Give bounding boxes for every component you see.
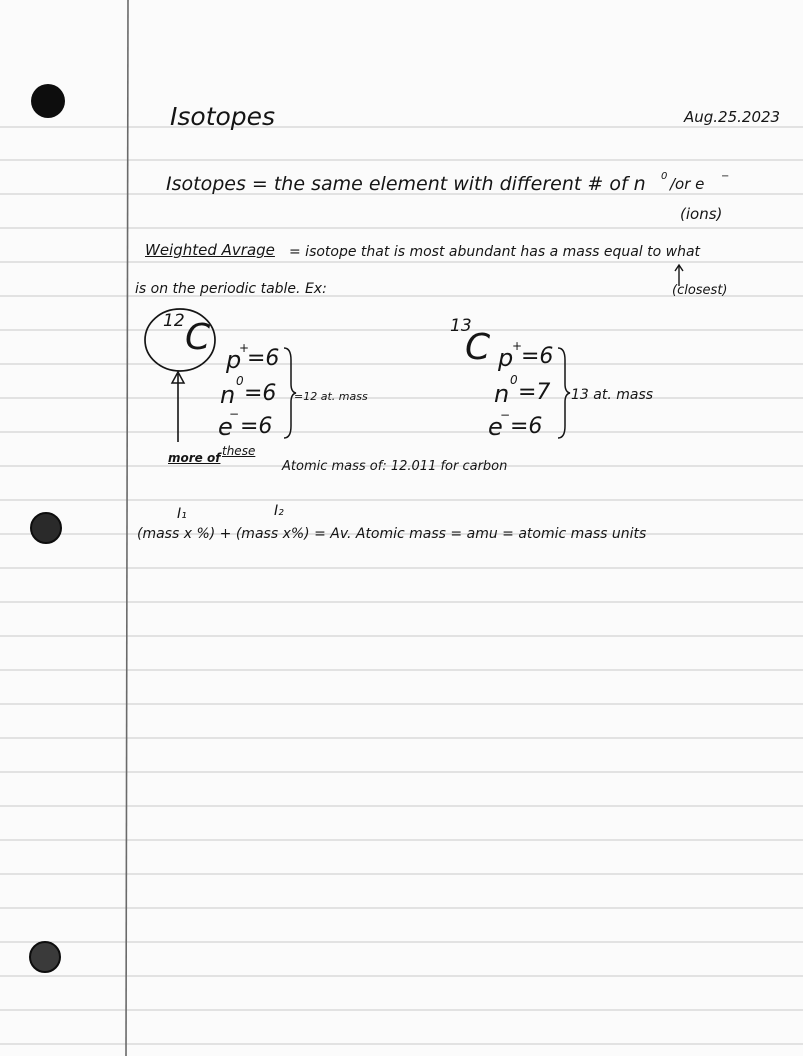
weighted-average-line-1: = isotope that is most abundant has a mass equal to what <box>289 244 701 260</box>
c12-neutron-value: =6 <box>244 381 277 406</box>
c13-neutron-charge: 0 <box>510 373 518 387</box>
isotope-2-label: I₂ <box>274 503 284 519</box>
c12-neutron-charge: 0 <box>236 374 244 388</box>
c13-proton-value: =6 <box>521 344 554 369</box>
c13-proton-label: p <box>498 344 514 372</box>
weighted-average-term: Weighted Avrage <box>145 241 275 259</box>
atomic-mass-note: Atomic mass of: 12.011 for carbon <box>282 459 508 474</box>
c13-electron-charge: − <box>500 408 511 422</box>
page-title: Isotopes <box>170 102 276 131</box>
binder-hole-top <box>31 84 65 118</box>
c13-brace <box>556 346 572 440</box>
isotope-definition: Isotopes = the same element with different # of n <box>166 173 646 195</box>
margin-line <box>126 0 128 1056</box>
c12-electron-charge: − <box>229 407 240 421</box>
c13-neutron-label: n <box>494 380 510 408</box>
more-of-label: more of <box>168 451 221 465</box>
c12-symbol: C <box>185 317 211 358</box>
neutron-charge: 0 <box>661 171 668 182</box>
or-electron: /or e <box>670 175 705 193</box>
c13-electron-value: =6 <box>510 414 543 439</box>
c13-proton-charge: + <box>512 339 523 353</box>
c12-electron-value: =6 <box>240 414 273 439</box>
c13-symbol: C <box>465 327 491 368</box>
c12-neutron-label: n <box>220 381 236 409</box>
c12-arrow <box>168 370 188 444</box>
electron-charge: − <box>721 171 730 182</box>
weighted-average-line-2: is on the periodic table. Ex: <box>135 281 327 297</box>
c12-proton-label: p <box>226 346 242 374</box>
isotope-1-label: I₁ <box>177 506 187 522</box>
these-label: these <box>222 444 256 458</box>
page-date: Aug.25.2023 <box>684 108 781 126</box>
c13-mass-number: 13 <box>450 316 472 336</box>
closest-arrow <box>670 262 690 288</box>
c13-neutron-value: =7 <box>518 380 551 405</box>
c12-proton-value: =6 <box>247 346 280 371</box>
c13-mass-note: 13 at. mass <box>571 387 654 403</box>
ions-note: (ions) <box>680 205 723 223</box>
c12-electron-label: e <box>218 413 233 441</box>
c12-mass-number: 12 <box>163 311 185 331</box>
average-atomic-mass-formula: (mass x %) + (mass x%) = Av. Atomic mass = amu = atomic mass units <box>137 526 647 542</box>
c12-proton-charge: + <box>239 341 250 355</box>
c12-mass-note: =12 at. mass <box>294 390 368 403</box>
binder-hole-middle <box>31 513 61 543</box>
c13-electron-label: e <box>488 413 503 441</box>
closest-note: (closest) <box>672 283 728 298</box>
binder-hole-bottom <box>30 942 60 972</box>
